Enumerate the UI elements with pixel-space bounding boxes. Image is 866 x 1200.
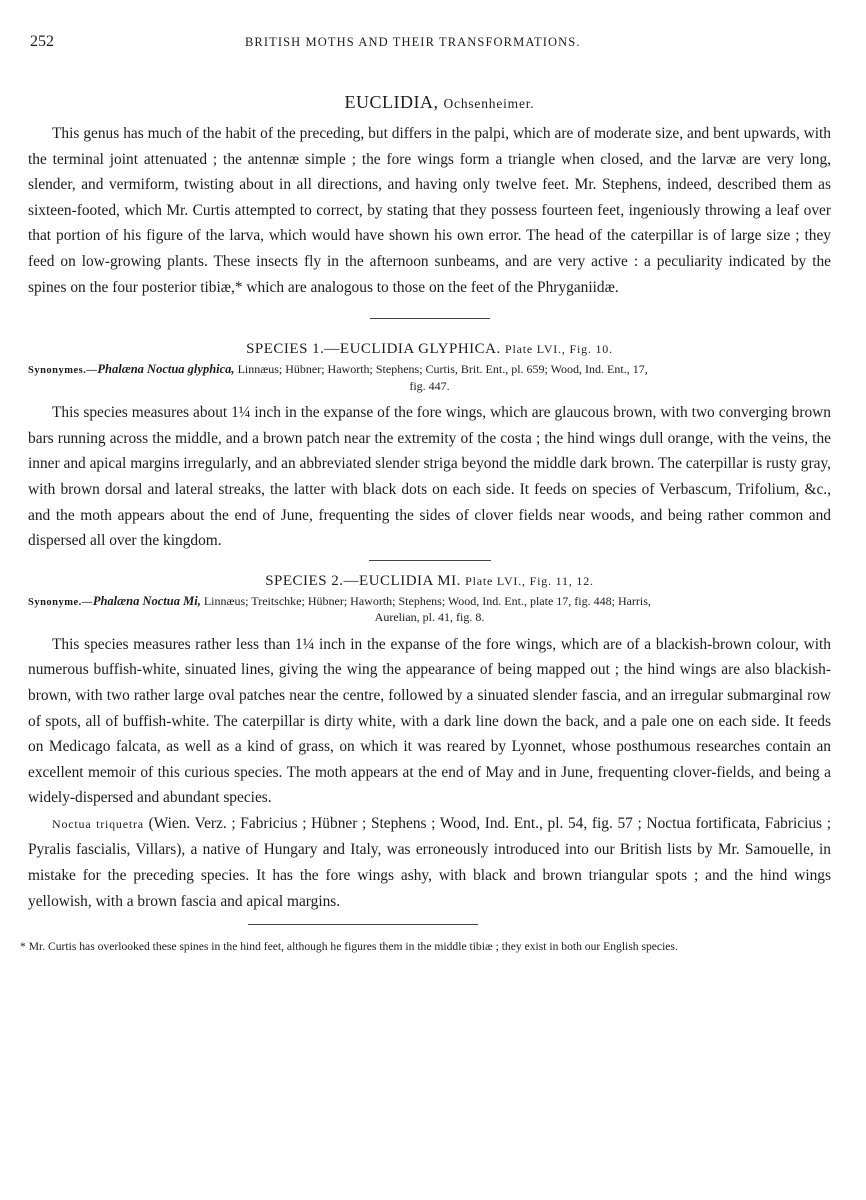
species-2-title: SPECIES 2.—EUCLIDIA MI.: [265, 572, 461, 589]
species-1-title: SPECIES 1.—EUCLIDIA GLYPHICA.: [246, 341, 501, 358]
species-2-synonymes: [28, 594, 831, 626]
species-1-heading: [28, 341, 831, 358]
synonyme-latin-name: Phalæna Noctua Mi,: [92, 593, 201, 608]
species-2-description: This species measures rather less than 1¼ inch in the expanse of the fore wings, which are of a blackish-brown colour, with numerous buffish-white, sinuated lines, giving the wing the appearance of being mapped out ; the hind wings are also blackish-brown, with two rather large oval patches near the centre, followed by a sinuated slender fascia, and an irregular submarginal row of spots, all of buffish-white. The caterpillar is dirty white, with a dark line down the back, and a pale one on each side. It feeds on Medicago falcata, as well as a kind of grass, on which it was reared by Lyonnet, whose posthumous researches contain an excellent memoir of this curious species. The moth appears at the end of May and in June, frequenting clover-fields, and being a widely-dispersed and abundant species.: [28, 635, 831, 807]
synonymes-label: Synonymes.—: [28, 365, 98, 377]
species-2-heading: [28, 573, 831, 590]
synonyme-authorities: Linnæus; Treitschke; Hübner; Haworth; Stephens; Wood, Ind. Ent., plate 17, fig. 448; Harris,: [200, 593, 651, 608]
footnote: * Mr. Curtis has overlooked these spines in the hind feet, although he figures them in the middle tibiæ ; they exist in both our English species.: [20, 940, 678, 954]
synonymes-continuation: fig. 447.: [409, 378, 450, 393]
genus-intro: This genus has much of the habit of the preceding, but differs in the palpi, which are of moderate size, and bent upwards, with the terminal joint attenuated ; the antennæ simple ; the fore wings form a triangle when closed, and the larvæ are very long, slender, and vermiform, twisting about in all directions, and having only twelve feet. Mr. Stephens, indeed, described them as sixteen-footed, which Mr. Curtis attempted to correct, by stating that they possess fourteen feet, ingeniously throwing a leaf over that portion of his figure of the larva, which would have shown his own error. The head of the caterpillar is of large size ; they feed on low-growing plants. These insects fly in the afternoon sunbeams, and are very active : a peculiarity indicated by the spines on the four posterior tibiæ,* which are analogous to those on the feet of the Phryganiidæ.: [28, 125, 831, 296]
section-divider: [369, 560, 491, 561]
genus-title: [48, 92, 831, 113]
synonymes-authorities: Linnæus; Hübner; Haworth; Stephens; Curtis, Brit. Ent., pl. 659; Wood, Ind. Ent., 17,: [234, 362, 648, 377]
species-1-plate: Plate LVI., Fig. 10.: [505, 342, 613, 357]
noctua-triquetra-name: Noctua triquetra: [52, 816, 144, 831]
synonyme-continuation: Aurelian, pl. 41, fig. 8.: [374, 610, 485, 625]
species-1-description: This species measures about 1¼ inch in the expanse of the fore wings, which are glaucous brown, with two converging brown bars running across the middle, and a brown patch near the extremity of the costa ; the hind wings dull orange, with the veins, the inner and apical margins irregularly, and an abbreviated slender striga beyond the middle dark brown. The caterpillar is rusty gray, with brown dorsal and lateral streaks, the latter with black dots on each side. It feeds on species of Verbascum, Trifolium, &c., and the moth appears about the end of June, frequenting the sides of clover fields near woods, and being rather common and dispersed all over the kingdom.: [28, 404, 831, 550]
noctua-triquetra-note: [28, 811, 831, 914]
noctua-triquetra-text: (Wien. Verz. ; Fabricius ; Hübner ; Stephens ; Wood, Ind. Ent., pl. 54, fig. 57 ; Noctua fortificata, Fabricius ; Pyralis fascialis, Villars), a native of Hungary and Italy, was erroneously introduced into our British lists by Mr. Samouelle, in mistake for the preceding species. It has the fore wings ashy, with black and brown triangular spots ; and the hind wings yellowish, with a brown fascia and apical margins.: [28, 814, 831, 910]
running-title: BRITISH MOTHS AND THEIR TRANSFORMATIONS.: [245, 35, 581, 49]
species-1-synonymes: [28, 362, 831, 394]
page-header: [30, 33, 836, 53]
synonymes-latin-name: Phalæna Noctua glyphica,: [97, 362, 235, 377]
species-2-plate: Plate LVI., Fig. 11, 12.: [465, 573, 594, 588]
genus-author: Ochsenheimer.: [443, 96, 535, 111]
footnote-divider: [248, 924, 478, 925]
page-body: [20, 92, 831, 955]
genus-name: EUCLIDIA,: [344, 92, 439, 112]
synonyme-label: Synonyme.—: [28, 596, 93, 608]
page-number: 252: [30, 33, 54, 50]
section-divider: [370, 318, 490, 319]
